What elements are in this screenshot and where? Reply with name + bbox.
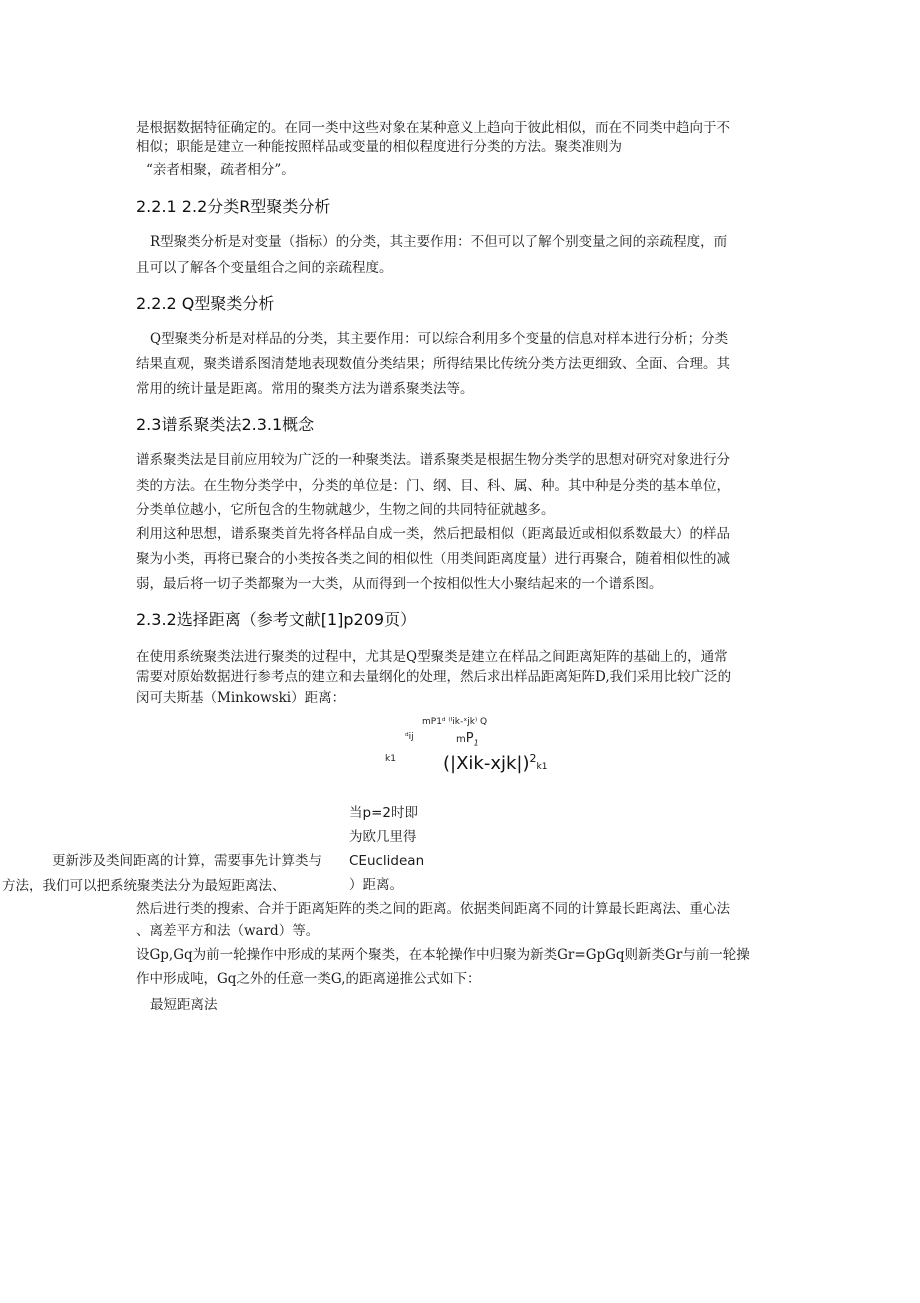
sec-2-3-line-6: 弱，最后将一切子类都聚为一大类，从而得到一个按相似性大小聚结起来的一个谱系图。 (136, 576, 663, 592)
euclid-col-1: 当p=2时即 (349, 805, 418, 821)
intro-line-2: 相似；职能是建立一种能按照样品或变量的相似程度进行分类的方法。聚类准则为 (136, 139, 622, 155)
formula-exponent: 2 (529, 752, 537, 765)
sec-2-2-2-line-3: 常用的统计量是距离。常用的聚类方法为谱系聚类法等。 (136, 381, 474, 397)
tail-line-5: 最短距离法 (150, 997, 218, 1013)
tail-line-2: 、离差平方和法（ward）等。 (136, 923, 320, 939)
formula-k1-right: k1 (536, 762, 548, 772)
euclid-col-3: CEuclidean (349, 853, 425, 869)
tail-line-1: 然后进行类的搜索、合并于距离矩阵的类之间的距离。依据类间距离不同的计算最长距离法、重心法 (136, 901, 730, 917)
formula-main: $(|Xik-xjk|)^2k1$ (443, 752, 548, 774)
sec-2-3-line-3: 分类单位越小，它所包含的生物就越少，生物之间的共同特征就越多。 (136, 502, 555, 518)
sec-2-3-line-1: 谱系聚类法是目前应用较为广泛的一种聚类法。谱系聚类是根据生物分类学的思想对研究对象进行分 (136, 452, 730, 468)
sec-2-3-2-line-1: 在使用系统聚类法进行聚类的过程中，尤其是Q型聚类是建立在样品之间距离矩阵的基础上的，通常 (136, 649, 728, 665)
euclid-col-4: ）距离。 (349, 877, 403, 893)
sec-2-2-1-line-1: R型聚类分析是对变量（指标）的分类，其主要作用：不但可以了解个别变量之间的亲疏程度，而 (150, 234, 728, 250)
sec-2-3-line-2: 类的方法。在生物分类学中，分类的单位是：门、纲、目、科、属、种。其中种是分类的基本单位， (136, 478, 730, 494)
formula-k1-left: k1 (385, 754, 396, 764)
heading-2-3-2: 2.3.2选择距离（参考文献[1]p209页） (136, 610, 417, 629)
sec-2-2-1-line-2: 且可以了解各个变量组合之间的亲疏程度。 (136, 260, 393, 276)
euclid-left-line-2: 方法，我们可以把系统聚类法分为最短距离法、 (2, 878, 286, 894)
sec-2-2-2-line-2: 结果直观，聚类谱系图清楚地表现数值分类结果；所得结果比传统分类方法更细致、全面、合理。其 (136, 356, 730, 372)
sec-2-2-2-line-1: Q型聚类分析是对样品的分类，其主要作用：可以综合利用多个变量的信息对样本进行分析；分类 (150, 331, 729, 347)
sec-2-3-2-line-3: 闵可夫斯基（Minkowski）距离： (136, 690, 346, 706)
heading-2-3: 2.3谱系聚类法2.3.1概念 (136, 415, 315, 434)
intro-line-3: “亲者相聚，疏者相分”。 (146, 162, 295, 178)
euclid-col-2: 为欧几里得 (349, 829, 417, 845)
formula-top-row: mP1ᵈ ⁽ᴵik-ˣjk⁾ Q (422, 717, 488, 727)
heading-2-2-1: 2.2.1 2.2分类R型聚类分析 (136, 197, 331, 216)
sec-2-3-2-line-2: 需要对原始数据进行参考点的建立和去量纲化的处理，然后求出样品距离矩阵D,我们采用比较广泛的 (136, 669, 732, 685)
intro-line-1: 是根据数据特征确定的。在同一类中这些对象在某种意义上趋向于彼此相似，而在不同类中趋向于不 (136, 120, 730, 136)
tail-line-3: 设Gp,Gq为前一轮操作中形成的某两个聚类，在本轮操作中归聚为新类Gr=GpGq则新类Gr与前一轮操 (136, 947, 750, 963)
formula-dij: ᵈij (405, 732, 414, 742)
sec-2-3-line-4: 利用这种思想，谱系聚类首先将各样品自成一类，然后把最相似（距离最近或相似系数最大）的样品 (136, 526, 730, 542)
heading-2-2-2: 2.2.2 Q型聚类分析 (136, 294, 275, 313)
euclid-left-line-1: 更新涉及类间距离的计算，需要事先计算类与 (52, 853, 322, 869)
tail-line-4: 作中形成吨，Gq之外的任意一类G,的距离递推公式如下： (136, 971, 481, 987)
formula-mp: $mP_1$ (456, 731, 479, 748)
sec-2-3-line-5: 聚为小类，再将已聚合的小类按各类之间的相似性（用类间距离度量）进行再聚合，随着相似性的减 (136, 551, 730, 567)
